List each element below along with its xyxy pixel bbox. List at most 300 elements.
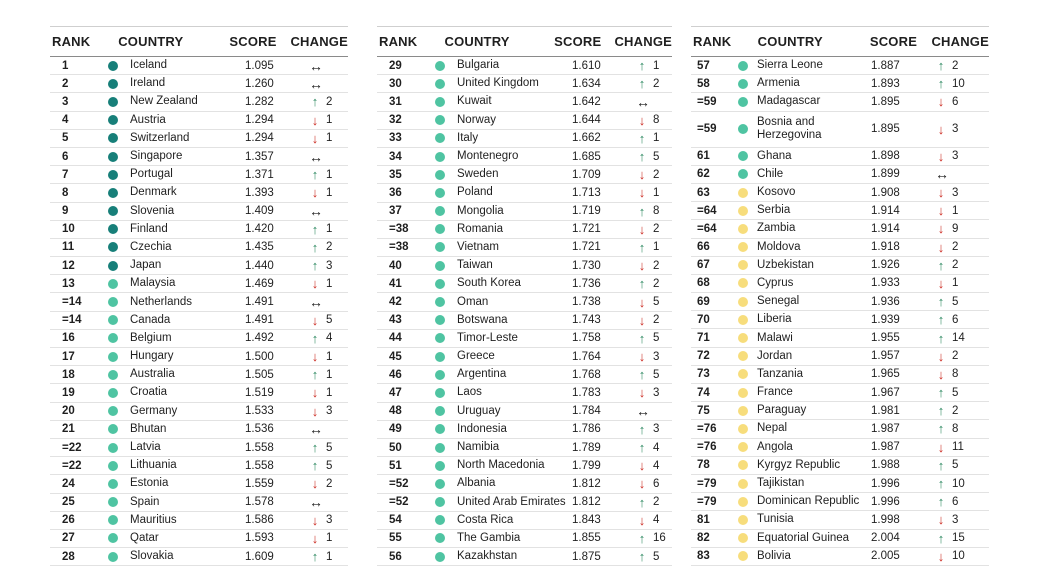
rank-cell: 67: [697, 259, 710, 272]
score-level-dot: [738, 442, 748, 452]
change-cell: [302, 167, 332, 182]
change-amount: 1: [653, 241, 660, 254]
score-level-dot: [108, 61, 118, 71]
change-cell: [629, 367, 659, 382]
score-cell: 1.998: [871, 513, 900, 526]
arrow-up-icon: ↑: [937, 530, 945, 546]
change-cell: [629, 458, 659, 473]
table-header: [50, 27, 348, 57]
rank-cell: =64: [697, 204, 717, 217]
table-row: [691, 220, 989, 238]
rank-cell: 50: [389, 441, 402, 454]
country-cell: Botswana: [457, 313, 508, 326]
rank-cell: =22: [62, 459, 82, 472]
change-cell: [629, 476, 659, 491]
score-level-dot: [435, 552, 445, 562]
change-cell: [302, 203, 328, 219]
change-cell: [928, 276, 958, 291]
rank-cell: 18: [62, 368, 75, 381]
score-level-dot: [738, 61, 748, 71]
score-level-cell: [729, 151, 757, 161]
score-level-dot: [435, 315, 445, 325]
rank-cell: 2: [62, 77, 69, 90]
change-amount: 2: [952, 350, 959, 363]
change-cell: [302, 222, 332, 237]
country-cell: Kazakhstan: [457, 550, 518, 563]
country-cell: Denmark: [130, 186, 177, 199]
score-level-dot: [435, 206, 445, 216]
arrow-up-icon: ↑: [311, 239, 319, 255]
score-level-cell: [433, 206, 447, 216]
change-amount: 1: [326, 132, 333, 145]
score-cell: 1.491: [245, 314, 274, 327]
score-level-dot: [108, 279, 118, 289]
score-level-cell: [433, 406, 447, 416]
table-row: [50, 475, 348, 493]
table-row: [50, 148, 348, 166]
arrow-up-icon: ↑: [638, 58, 646, 74]
country-cell: Qatar: [130, 531, 159, 544]
table-row: [50, 93, 348, 111]
score-cell: 1.895: [871, 123, 900, 136]
rank-cell: 10: [62, 223, 75, 236]
arrow-down-icon: ↓: [311, 476, 319, 492]
score-level-cell: [106, 188, 120, 198]
score-cell: 1.743: [572, 314, 601, 327]
score-level-cell: [106, 115, 120, 125]
rank-cell: 55: [389, 532, 402, 545]
change-amount: 1: [653, 132, 660, 145]
table-row: [377, 293, 672, 311]
rank-cell: 46: [389, 368, 402, 381]
change-cell: [302, 240, 332, 255]
score-level-cell: [729, 169, 757, 179]
no-change-icon: ↔: [309, 203, 323, 220]
score-level-dot: [108, 497, 118, 507]
score-level-dot: [435, 261, 445, 271]
score-level-dot: [435, 370, 445, 380]
change-cell: [629, 131, 659, 146]
rank-cell: 24: [62, 477, 75, 490]
score-level-dot: [108, 115, 118, 125]
score-cell: 1.895: [871, 95, 900, 108]
table-row: [377, 475, 672, 493]
score-level-dot: [108, 406, 118, 416]
score-level-dot: [108, 152, 118, 162]
change-amount: 2: [952, 259, 959, 272]
score-level-dot: [108, 188, 118, 198]
arrow-up-icon: ↑: [937, 457, 945, 473]
country-cell: Jordan: [757, 349, 793, 362]
arrow-up-icon: ↑: [311, 167, 319, 183]
change-cell: [302, 113, 332, 128]
score-cell: 1.914: [871, 222, 900, 235]
change-amount: 2: [653, 277, 660, 290]
table-body: [50, 57, 348, 566]
score-level-cell: [106, 333, 120, 343]
country-cell: Sweden: [457, 168, 499, 181]
score-level-cell: [106, 224, 120, 234]
arrow-up-icon: ↑: [937, 257, 945, 273]
score-cell: 1.586: [245, 514, 274, 527]
score-level-cell: [729, 333, 757, 343]
country-header: COUNTRY: [757, 34, 823, 49]
country-cell: Tanzania: [757, 367, 804, 380]
table-row: [50, 112, 348, 130]
table-row: [691, 420, 989, 438]
change-amount: 1: [326, 186, 333, 199]
score-level-cell: [729, 97, 757, 107]
change-cell: [928, 476, 965, 491]
table-row: [377, 57, 672, 75]
score-level-cell: [433, 152, 447, 162]
arrow-down-icon: ↓: [638, 512, 646, 528]
arrow-up-icon: ↑: [937, 330, 945, 346]
score-level-dot: [738, 124, 748, 134]
arrow-up-icon: ↑: [311, 221, 319, 237]
change-cell: [928, 440, 964, 455]
change-amount: 1: [952, 204, 959, 217]
country-cell: Ghana: [757, 149, 792, 162]
table-row: [50, 312, 348, 330]
change-amount: 8: [653, 205, 660, 218]
score-cell: 1.294: [245, 132, 274, 145]
rank-cell: =14: [62, 296, 82, 309]
score-cell: 1.996: [871, 477, 900, 490]
score-level-dot: [435, 479, 445, 489]
score-level-cell: [106, 352, 120, 362]
score-header: SCORE: [869, 34, 918, 49]
change-amount: 1: [653, 59, 660, 72]
arrow-up-icon: ↑: [937, 494, 945, 510]
rank-cell: 33: [389, 132, 402, 145]
table-row: [377, 348, 672, 366]
change-amount: 10: [952, 550, 965, 563]
country-cell: Malaysia: [130, 277, 176, 290]
change-cell: [928, 349, 958, 364]
score-level-dot: [108, 333, 118, 343]
table-row: [50, 257, 348, 275]
rank-cell: 70: [697, 313, 710, 326]
change-header: CHANGE: [614, 34, 673, 49]
score-level-cell: [433, 115, 447, 125]
change-amount: 3: [952, 513, 959, 526]
score-level-cell: [106, 406, 120, 416]
table-row: [50, 439, 348, 457]
score-cell: 1.939: [871, 313, 900, 326]
rank-cell: 75: [697, 404, 710, 417]
change-amount: 3: [326, 514, 333, 527]
change-cell: [928, 367, 958, 382]
score-cell: 2.005: [871, 550, 900, 563]
change-cell: [928, 166, 954, 182]
change-cell: [302, 131, 332, 146]
score-cell: 1.738: [572, 296, 601, 309]
score-level-cell: [729, 479, 757, 489]
score-level-cell: [729, 460, 757, 470]
table-row: [691, 257, 989, 275]
score-level-cell: [433, 497, 447, 507]
score-cell: 1.357: [245, 150, 274, 163]
score-level-cell: [433, 370, 447, 380]
score-level-dot: [435, 224, 445, 234]
change-amount: 3: [653, 350, 660, 363]
rank-cell: 56: [389, 550, 402, 563]
country-cell: Canada: [130, 313, 171, 326]
score-cell: 1.719: [572, 205, 601, 218]
change-amount: 1: [326, 168, 333, 181]
score-level-cell: [729, 424, 757, 434]
country-cell: Tunisia: [757, 513, 794, 526]
country-cell: Czechia: [130, 240, 172, 253]
score-level-dot: [108, 242, 118, 252]
score-level-cell: [106, 170, 120, 180]
score-level-dot: [738, 533, 748, 543]
rank-cell: 25: [62, 496, 75, 509]
score-level-dot: [108, 552, 118, 562]
change-cell: [928, 94, 958, 109]
change-cell: [629, 240, 659, 255]
change-amount: 6: [952, 313, 959, 326]
rank-cell: 49: [389, 423, 402, 436]
country-cell: Bolivia: [757, 549, 791, 562]
rank-cell: 73: [697, 368, 710, 381]
score-level-dot: [738, 351, 748, 361]
table-row: [377, 439, 672, 457]
arrow-down-icon: ↓: [638, 385, 646, 401]
table-row: [50, 366, 348, 384]
country-cell: Spain: [130, 495, 160, 508]
arrow-up-icon: ↑: [937, 403, 945, 419]
change-cell: [302, 276, 332, 291]
score-level-cell: [729, 188, 757, 198]
rank-cell: 40: [389, 259, 402, 272]
arrow-up-icon: ↑: [638, 367, 646, 383]
score-cell: 1.996: [871, 495, 900, 508]
score-level-cell: [106, 424, 120, 434]
score-level-cell: [106, 479, 120, 489]
change-cell: [928, 221, 958, 236]
score-level-cell: [729, 206, 757, 216]
change-amount: 5: [952, 295, 959, 308]
score-level-dot: [435, 533, 445, 543]
table-row: [691, 148, 989, 166]
change-cell: [928, 421, 958, 436]
score-level-dot: [738, 551, 748, 561]
score-cell: 1.914: [871, 204, 900, 217]
country-cell: Mongolia: [457, 204, 504, 217]
rank-cell: 58: [697, 77, 710, 90]
change-amount: 6: [653, 477, 660, 490]
arrow-up-icon: ↑: [311, 330, 319, 346]
change-cell: [629, 76, 659, 91]
table-row: [377, 239, 672, 257]
table-row: [377, 148, 672, 166]
score-level-dot: [435, 515, 445, 525]
arrow-up-icon: ↑: [937, 294, 945, 310]
score-cell: 1.783: [572, 386, 601, 399]
country-cell: Greece: [457, 350, 495, 363]
change-amount: 1: [326, 350, 333, 363]
score-level-dot: [108, 133, 118, 143]
score-level-cell: [106, 515, 120, 525]
rank-cell: 43: [389, 314, 402, 327]
score-cell: 1.957: [871, 350, 900, 363]
change-amount: 4: [326, 332, 333, 345]
arrow-up-icon: ↑: [638, 76, 646, 92]
score-level-dot: [435, 152, 445, 162]
country-cell: Iceland: [130, 59, 168, 72]
change-amount: 9: [952, 222, 959, 235]
change-amount: 8: [653, 114, 660, 127]
rank-cell: 47: [389, 386, 402, 399]
table-row: [50, 530, 348, 548]
change-header: CHANGE: [290, 34, 348, 49]
country-cell: Slovakia: [130, 550, 174, 563]
rank-cell: 63: [697, 186, 710, 199]
change-amount: 1: [952, 277, 959, 290]
score-level-cell: [433, 279, 447, 289]
table-row: [50, 421, 348, 439]
change-cell: [302, 367, 332, 382]
change-amount: 2: [653, 314, 660, 327]
country-cell: South Korea: [457, 277, 521, 290]
change-cell: [629, 513, 659, 528]
table-row: [50, 548, 348, 566]
score-level-cell: [729, 124, 757, 134]
table-row: [691, 166, 989, 184]
change-amount: 2: [952, 59, 959, 72]
score-level-dot: [738, 151, 748, 161]
score-level-cell: [106, 461, 120, 471]
score-level-cell: [106, 497, 120, 507]
table-row: [377, 494, 672, 512]
change-amount: 5: [326, 441, 333, 454]
score-level-dot: [738, 278, 748, 288]
change-amount: 5: [952, 386, 959, 399]
score-level-dot: [435, 333, 445, 343]
score-level-dot: [435, 133, 445, 143]
no-change-icon: ↔: [309, 494, 323, 511]
rank-cell: 1: [62, 59, 69, 72]
arrow-down-icon: ↓: [638, 312, 646, 328]
rank-cell: 35: [389, 168, 402, 181]
change-cell: [302, 494, 328, 510]
score-level-dot: [738, 369, 748, 379]
country-cell: Madagascar: [757, 95, 821, 108]
change-cell: [629, 185, 659, 200]
rank-cell: 66: [697, 241, 710, 254]
rank-cell: 48: [389, 405, 402, 418]
arrow-down-icon: ↓: [937, 185, 945, 201]
score-cell: 1.721: [572, 223, 601, 236]
arrow-up-icon: ↑: [638, 130, 646, 146]
table-row: [377, 221, 672, 239]
score-level-cell: [106, 206, 120, 216]
country-cell: Netherlands: [130, 295, 193, 308]
rank-header: RANK: [52, 34, 91, 49]
change-cell: [629, 385, 659, 400]
rank-cell: =22: [62, 441, 82, 454]
score-level-cell: [729, 551, 757, 561]
country-cell: Portugal: [130, 168, 173, 181]
score-cell: 1.843: [572, 514, 601, 527]
country-cell: Malawi: [757, 331, 793, 344]
change-cell: [629, 349, 659, 364]
score-cell: 1.926: [871, 259, 900, 272]
arrow-up-icon: ↑: [638, 276, 646, 292]
rank-cell: 51: [389, 459, 402, 472]
rank-header: RANK: [693, 34, 732, 49]
score-level-cell: [433, 443, 447, 453]
rank-cell: 42: [389, 296, 402, 309]
country-cell: Romania: [457, 222, 504, 235]
arrow-up-icon: ↑: [937, 421, 945, 437]
score-cell: 1.644: [572, 114, 601, 127]
table-row: [50, 75, 348, 93]
country-header: COUNTRY: [444, 34, 510, 49]
score-level-dot: [108, 352, 118, 362]
change-cell: [302, 349, 332, 364]
rank-cell: 45: [389, 350, 402, 363]
arrow-up-icon: ↑: [937, 58, 945, 74]
change-cell: [928, 312, 958, 327]
arrow-up-icon: ↑: [937, 312, 945, 328]
arrow-up-icon: ↑: [638, 549, 646, 565]
score-cell: 1.899: [871, 168, 900, 181]
change-amount: 1: [653, 186, 660, 199]
change-cell: [302, 58, 328, 74]
score-cell: 1.435: [245, 241, 274, 254]
score-cell: 1.685: [572, 150, 601, 163]
score-cell: 1.987: [871, 422, 900, 435]
score-cell: 1.282: [245, 95, 274, 108]
table-row: [377, 184, 672, 202]
score-level-dot: [108, 461, 118, 471]
score-level-cell: [433, 61, 447, 71]
table-row: [50, 239, 348, 257]
table-row: [50, 384, 348, 402]
score-level-cell: [433, 479, 447, 489]
change-cell: [928, 149, 958, 164]
rank-cell: 41: [389, 277, 402, 290]
country-cell: Angola: [757, 440, 793, 453]
change-cell: [928, 185, 958, 200]
score-level-dot: [738, 460, 748, 470]
arrow-down-icon: ↓: [311, 312, 319, 328]
rank-cell: 13: [62, 277, 75, 290]
change-cell: [629, 440, 659, 455]
arrow-down-icon: ↓: [937, 239, 945, 255]
score-cell: 1.965: [871, 368, 900, 381]
rank-cell: =52: [389, 477, 409, 490]
table-row: [691, 75, 989, 93]
score-level-cell: [106, 279, 120, 289]
table-row: [377, 421, 672, 439]
score-level-dot: [738, 297, 748, 307]
country-cell: Kuwait: [457, 95, 492, 108]
arrow-down-icon: ↓: [638, 185, 646, 201]
change-amount: 5: [952, 459, 959, 472]
country-cell: Taiwan: [457, 259, 493, 272]
change-amount: 1: [326, 114, 333, 127]
table-row: [691, 493, 989, 511]
arrow-down-icon: ↓: [311, 385, 319, 401]
change-cell: [928, 512, 958, 527]
change-cell: [302, 313, 332, 328]
change-cell: [629, 58, 659, 73]
arrow-down-icon: ↓: [311, 512, 319, 528]
